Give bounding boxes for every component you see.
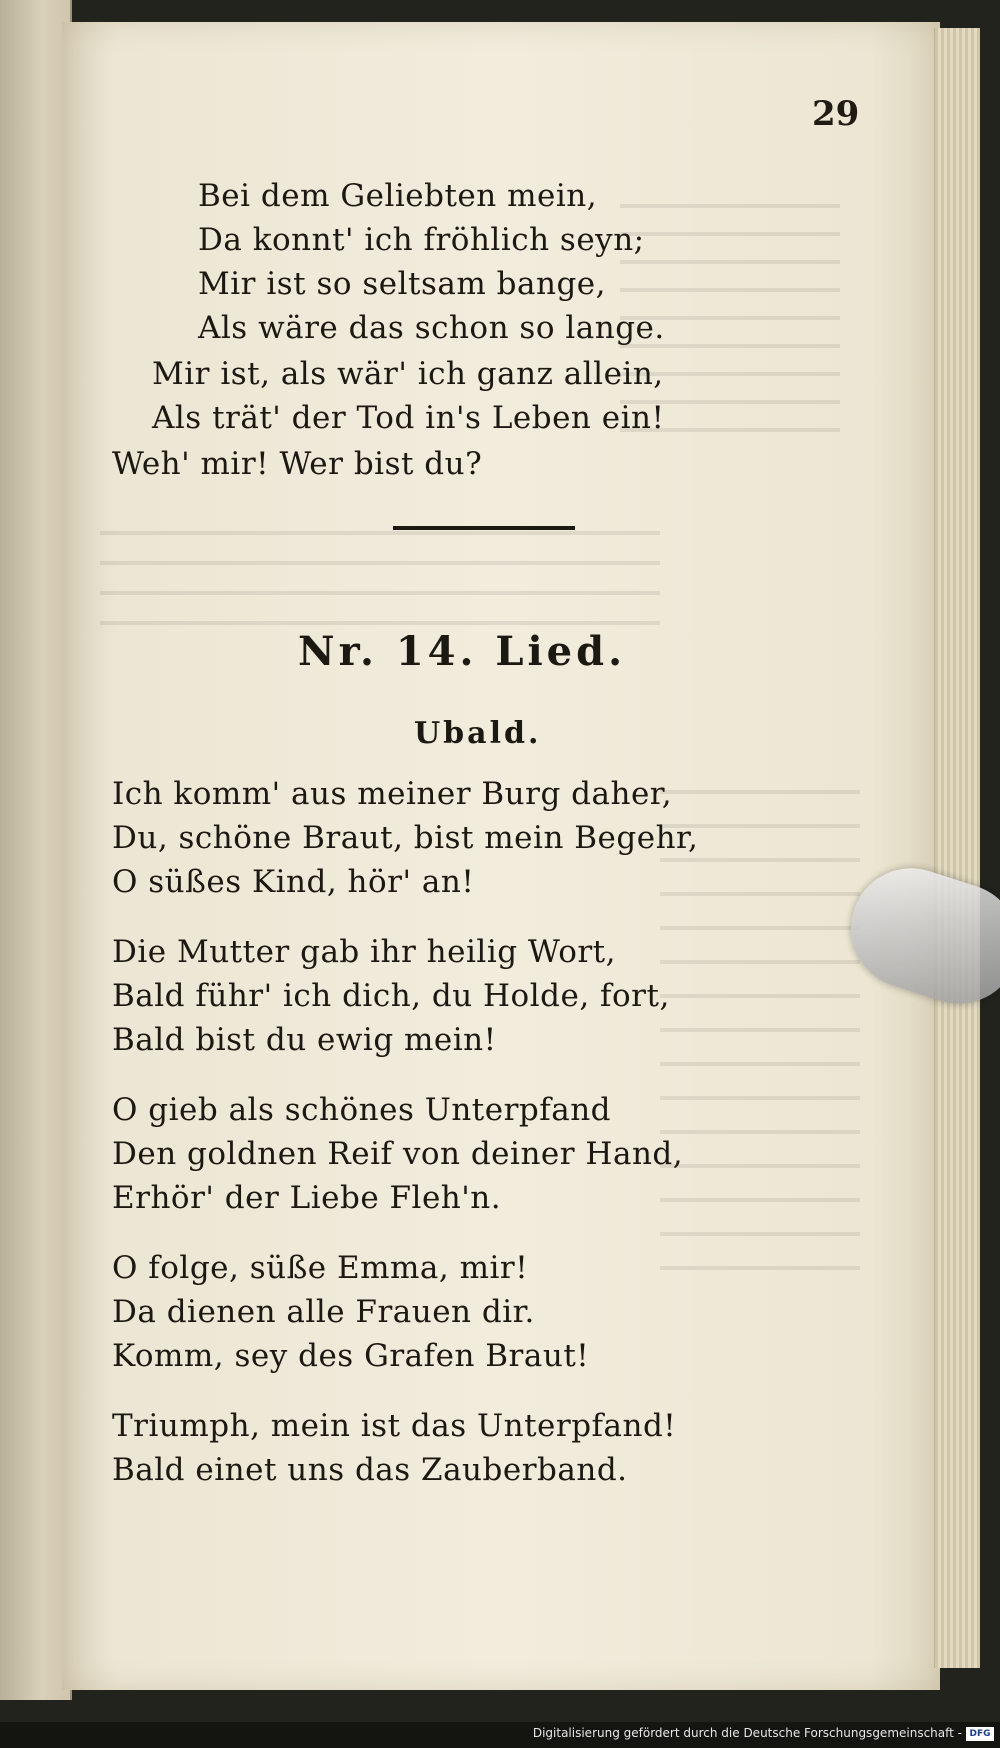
poem-line: O folge, süße Emma, mir! (112, 1250, 529, 1286)
dfg-logo: DFG (966, 1727, 994, 1741)
poem-line: Erhör' der Liebe Fleh'n. (112, 1180, 502, 1216)
poem-line: Die Mutter gab ihr heilig Wort, (112, 934, 616, 970)
page-stack-edge (934, 28, 980, 1668)
bleed-through (100, 505, 660, 625)
poem-line: Da konnt' ich fröhlich seyn; (198, 222, 645, 258)
speaker-name: Ubald. (414, 716, 542, 751)
poem-line: Ich komm' aus meiner Burg daher, (112, 776, 673, 812)
poem-line: Bald einet uns das Zauberband. (112, 1452, 628, 1488)
poem-line: Da dienen alle Frauen dir. (112, 1294, 535, 1330)
poem-line: Komm, sey des Grafen Braut! (112, 1338, 590, 1374)
poem-line: Den goldnen Reif von deiner Hand, (112, 1136, 684, 1172)
poem-line: Mir ist so seltsam bange, (198, 266, 606, 302)
poem-line: O gieb als schönes Unterpfand (112, 1092, 612, 1128)
poem-line: O süßes Kind, hör' an! (112, 864, 475, 900)
section-title: Nr. 14. Lied. (298, 628, 626, 675)
poem-line: Bald führ' ich dich, du Holde, fort, (112, 978, 670, 1014)
page-number: 29 (812, 94, 860, 134)
poem-line: Du, schöne Braut, bist mein Begehr, (112, 820, 699, 856)
poem-line: Als trät' der Tod in's Leben ein! (152, 400, 665, 436)
poem-line: Bald bist du ewig mein! (112, 1022, 497, 1058)
poem-line: Bei dem Geliebten mein, (198, 178, 598, 214)
poem-line: Triumph, mein ist das Unterpfand! (112, 1408, 677, 1444)
poem-line: Als wäre das schon so lange. (198, 310, 665, 346)
poem-line: Mir ist, als wär' ich ganz allein, (152, 356, 664, 392)
digitization-credit: Digitalisierung gefördert durch die Deutsche Forschungsgemeinschaft - (532, 1726, 962, 1740)
section-divider (393, 526, 575, 530)
poem-line: Weh' mir! Wer bist du? (112, 446, 483, 482)
